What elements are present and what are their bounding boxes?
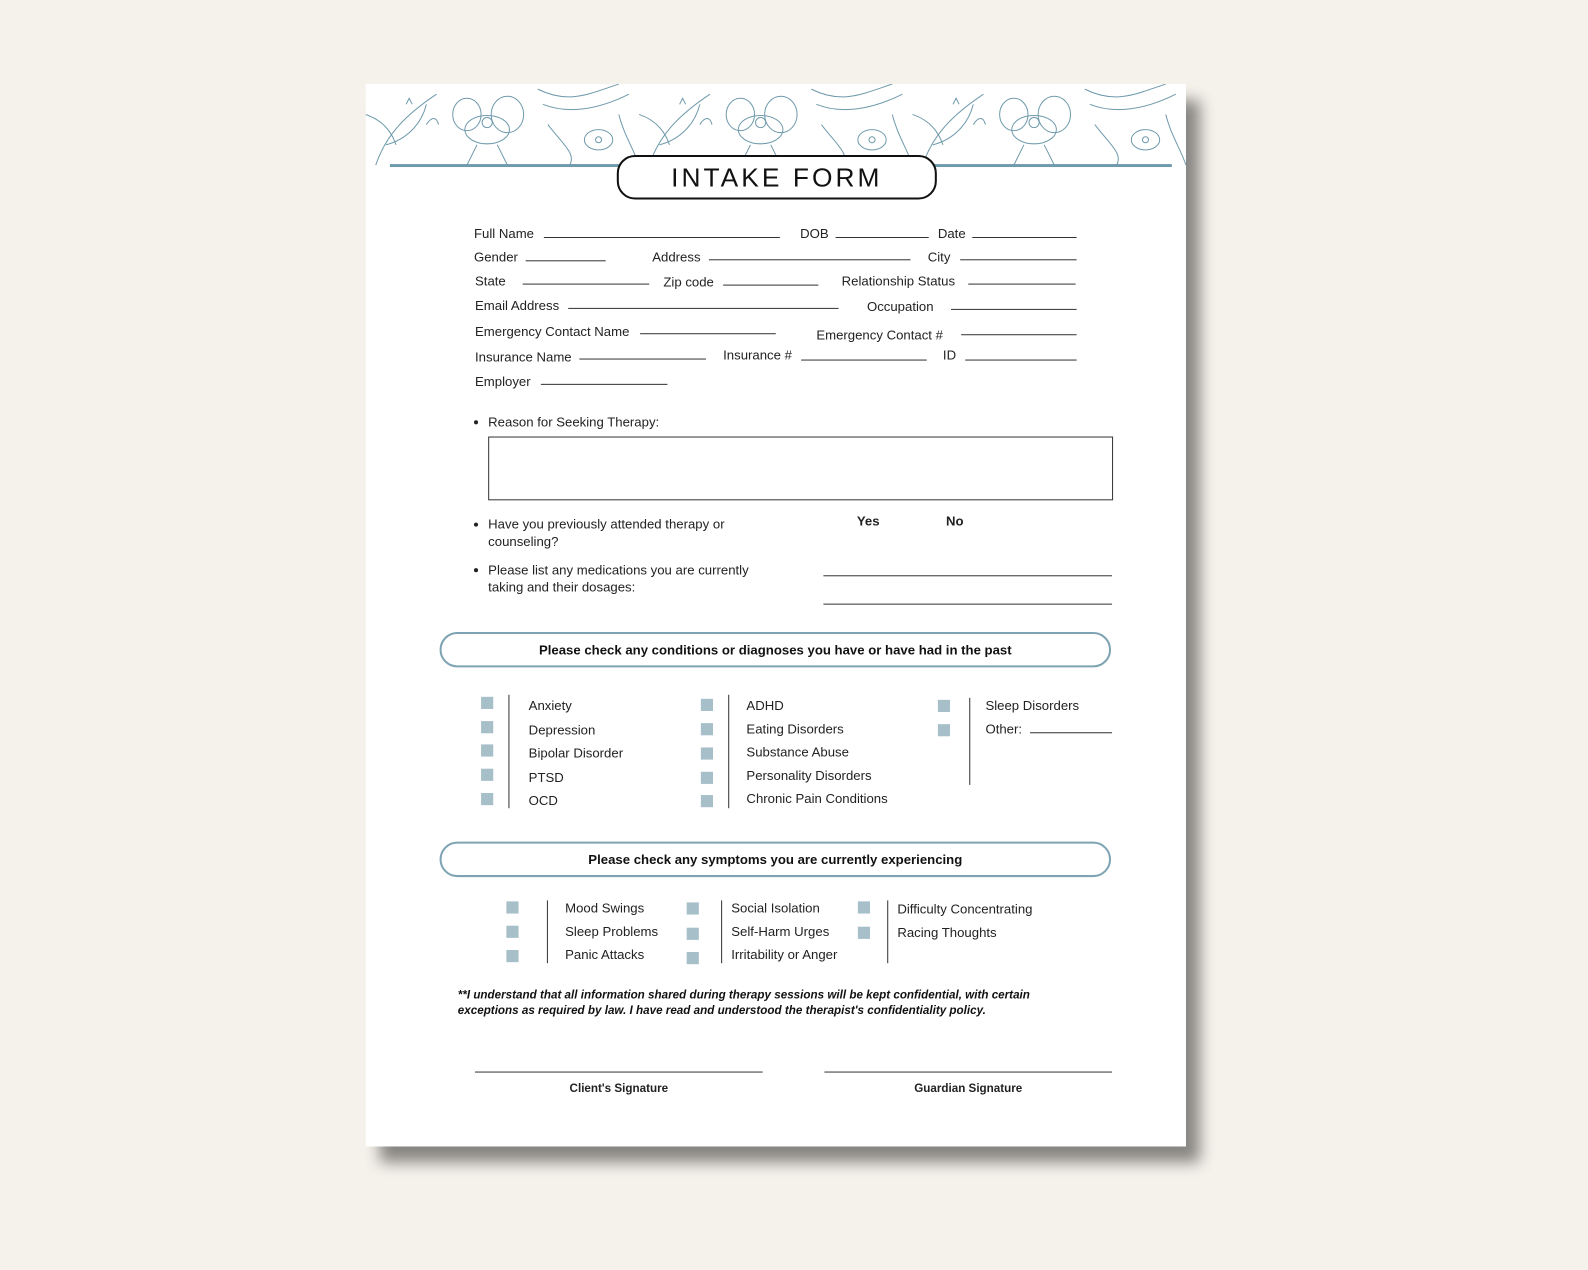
medications-label-cont: taking and their dosages: xyxy=(488,579,636,595)
condition-label: Substance Abuse xyxy=(746,744,849,760)
checkbox-ocd[interactable] xyxy=(481,793,493,805)
relationship-field[interactable] xyxy=(968,284,1075,285)
divider xyxy=(887,900,888,963)
city-field[interactable] xyxy=(960,259,1076,260)
symptom-label: Racing Thoughts xyxy=(897,924,997,940)
dob-field[interactable] xyxy=(836,237,929,238)
emergency-name-label: Emergency Contact Name xyxy=(475,324,630,340)
gender-label: Gender xyxy=(473,249,518,265)
address-field[interactable] xyxy=(709,259,911,260)
reason-textarea[interactable] xyxy=(488,437,1113,501)
dob-label: DOB xyxy=(800,225,829,242)
checkbox-depression[interactable] xyxy=(481,721,493,733)
checkbox-personality[interactable] xyxy=(701,772,713,784)
checkbox-self-harm[interactable] xyxy=(687,928,699,940)
zip-field[interactable] xyxy=(723,285,818,286)
checkbox-irritability[interactable] xyxy=(687,952,699,964)
bullet xyxy=(474,523,478,527)
insurance-number-field[interactable] xyxy=(801,360,927,361)
no-option[interactable]: No xyxy=(945,513,964,529)
medications-field-1[interactable] xyxy=(823,575,1112,576)
bullet xyxy=(474,420,478,424)
gender-field[interactable] xyxy=(526,260,606,261)
client-signature-label: Client's Signature xyxy=(569,1082,669,1095)
condition-label: Eating Disorders xyxy=(746,721,844,737)
state-label: State xyxy=(475,273,506,289)
symptom-label: Mood Swings xyxy=(565,900,645,916)
checkbox-social-isolation[interactable] xyxy=(687,902,699,914)
intake-form-page xyxy=(366,84,1186,1146)
medications-label: Please list any medications you are currently xyxy=(488,562,749,578)
checkbox-substance[interactable] xyxy=(701,747,713,759)
divider xyxy=(969,698,970,785)
divider xyxy=(728,695,729,808)
checkbox-bipolar[interactable] xyxy=(481,744,493,756)
symptom-label: Difficulty Concentrating xyxy=(897,901,1033,917)
state-field[interactable] xyxy=(523,284,650,285)
previous-therapy-label-cont: counseling? xyxy=(488,533,559,549)
condition-label: Other: xyxy=(985,721,1023,737)
condition-label: Chronic Pain Conditions xyxy=(746,790,888,807)
medications-field-2[interactable] xyxy=(823,604,1112,605)
form-title: INTAKE FORM xyxy=(617,155,937,200)
employer-field[interactable] xyxy=(541,384,668,385)
id-label: ID xyxy=(942,347,957,363)
checkbox-mood-swings[interactable] xyxy=(506,901,518,913)
full-name-label: Full Name xyxy=(473,225,534,242)
occupation-label: Occupation xyxy=(866,298,934,314)
insurance-number-label: Insurance # xyxy=(723,347,792,363)
symptom-label: Irritability or Anger xyxy=(731,946,838,963)
symptom-label: Social Isolation xyxy=(731,900,820,916)
divider xyxy=(721,900,722,963)
checkbox-adhd[interactable] xyxy=(701,699,713,711)
checkbox-panic-attacks[interactable] xyxy=(506,950,518,962)
condition-label: Sleep Disorders xyxy=(985,697,1080,714)
insurance-name-label: Insurance Name xyxy=(475,349,572,365)
condition-label: Anxiety xyxy=(528,697,572,714)
symptom-label: Sleep Problems xyxy=(565,923,659,939)
condition-label: ADHD xyxy=(746,697,784,714)
reason-label: Reason for Seeking Therapy: xyxy=(488,414,660,430)
checkbox-difficulty-concentrating[interactable] xyxy=(858,901,870,913)
email-field[interactable] xyxy=(568,308,838,309)
emergency-number-field[interactable] xyxy=(961,334,1076,335)
checkbox-anxiety[interactable] xyxy=(481,697,493,709)
employer-label: Employer xyxy=(475,373,531,389)
confidentiality-statement: **I understand that all information shared during therapy sessions will be kept confidential, with certain exceptions as required by law. I have read and understood the therapist's confidentiality policy. xyxy=(457,989,1030,1017)
checkbox-sleep-disorders[interactable] xyxy=(938,700,950,712)
emergency-number-label: Emergency Contact # xyxy=(816,327,943,343)
other-condition-field[interactable] xyxy=(1030,732,1112,733)
bullet xyxy=(474,568,478,572)
divider xyxy=(547,900,548,963)
yes-option[interactable]: Yes xyxy=(856,513,880,529)
symptom-label: Panic Attacks xyxy=(565,946,645,963)
email-label: Email Address xyxy=(475,297,560,313)
condition-label: Depression xyxy=(528,722,596,738)
guardian-signature-label: Guardian Signature xyxy=(914,1082,1023,1095)
relationship-label: Relationship Status xyxy=(841,273,956,289)
client-signature-line[interactable] xyxy=(475,1072,763,1073)
symptom-label: Self-Harm Urges xyxy=(731,923,830,939)
id-field[interactable] xyxy=(965,360,1076,361)
occupation-field[interactable] xyxy=(951,309,1077,310)
checkbox-other[interactable] xyxy=(938,724,950,736)
city-label: City xyxy=(927,249,951,265)
symptoms-header: Please check any symptoms you are currently experiencing xyxy=(440,842,1111,877)
emergency-name-field[interactable] xyxy=(640,333,776,334)
previous-therapy-label: Have you previously attended therapy or xyxy=(488,516,725,532)
insurance-name-field[interactable] xyxy=(579,359,706,360)
checkbox-eating[interactable] xyxy=(701,723,713,735)
address-label: Address xyxy=(652,249,701,265)
checkbox-chronic-pain[interactable] xyxy=(701,795,713,807)
divider xyxy=(508,695,509,808)
condition-label: Bipolar Disorder xyxy=(528,745,624,761)
condition-label: PTSD xyxy=(528,769,564,785)
zip-label: Zip code xyxy=(663,274,714,290)
conditions-header: Please check any conditions or diagnoses you have or have had in the past xyxy=(440,632,1111,667)
guardian-signature-line[interactable] xyxy=(824,1072,1112,1073)
full-name-field[interactable] xyxy=(544,237,780,238)
checkbox-sleep-problems[interactable] xyxy=(506,926,518,938)
date-field[interactable] xyxy=(972,237,1076,238)
checkbox-ptsd[interactable] xyxy=(481,769,493,781)
date-label: Date xyxy=(937,225,966,242)
condition-label: Personality Disorders xyxy=(746,767,872,783)
checkbox-racing-thoughts[interactable] xyxy=(858,927,870,939)
condition-label: OCD xyxy=(528,793,558,809)
